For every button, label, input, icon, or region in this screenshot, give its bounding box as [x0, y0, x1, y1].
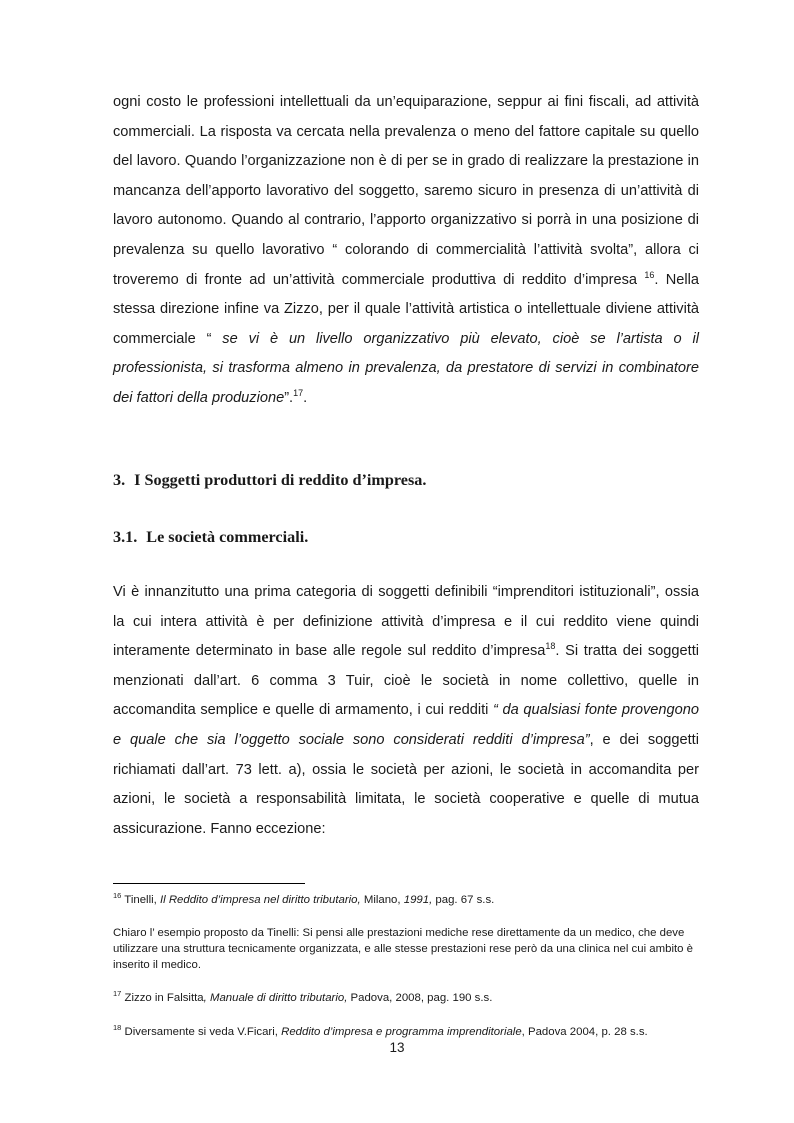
text-run: . Si tratta dei soggetti menzionati dall’art. 6 comma 3 Tuir, cioè le società in nome collettivo, quelle in accomandita semplice e quelle di armamento, i cui redditi [113, 643, 699, 719]
footnote-17 [113, 990, 703, 1006]
footnote-pages: pag. 67 s.s. [432, 894, 495, 906]
footnote-place: Milano, [360, 894, 404, 906]
footnote-work: , Manuale di diritto tributario, [203, 992, 348, 1004]
footnote-number: 16 [113, 891, 122, 901]
footnote-year: 1991, [403, 894, 433, 906]
text-run: Vi è innanzitutto una prima categoria di soggetti definibili “imprenditori istituzionali”, ossia la cui intera attività è per definizione attività d’impresa e il cui reddito viene quindi interamente determinato in base alle regole sul reddito d’impresa [113, 584, 699, 660]
section-number: 3.1. [113, 528, 138, 546]
text-run: . [303, 389, 308, 406]
section-number: 3. [113, 471, 126, 489]
footnote-author: Zizzo in Falsitta [121, 992, 204, 1004]
text-run: ”. [284, 389, 294, 406]
section-title: Le società commerciali. [146, 528, 309, 546]
footnote-16 [113, 892, 703, 908]
text-run: , e dei soggetti richiamati dall’art. 73 lett. a), ossia le società per azioni, le società in accomandita per azioni, le società a responsabilità limitata, le società cooperative e quelle di mutua assicurazione. Fanno eccezione: [113, 731, 699, 837]
quote-text: “ da qualsiasi fonte provengono e quale che sia l’oggetto sociale sono considerati redditi d’impresa” [113, 702, 699, 748]
body-paragraph-1 [113, 88, 699, 414]
footnote-author: Tinelli, [121, 894, 160, 906]
footnote-rest: , Padova 2004, p. 28 s.s. [521, 1026, 648, 1038]
footnote-16-note: Chiaro l’ esempio proposto da Tinelli: Si pensi alle prestazioni mediche rese direttamente da un medico, che deve utilizzare una struttura tecnicamente organizzata, e alle stesse prestazioni rese però da una clinica nel cui ambito è inserito il medico. [113, 927, 693, 971]
body-paragraph-2 [113, 578, 699, 844]
footnote-separator [113, 883, 305, 884]
section-heading-3-1 [113, 528, 308, 547]
footnote-work: Reddito d’impresa e programma imprenditoriale [281, 1026, 522, 1038]
footnote-rest: Padova, 2008, pag. 190 s.s. [347, 992, 493, 1004]
paragraph-text [113, 578, 699, 844]
text-run: ogni costo le professioni intellettuali da un’equiparazione, seppur ai fini fiscali, ad attività commerciali. La risposta va cercata nella prevalenza o meno del fattore capitale su quello del lavoro. Quando l’organizzazione non è di per se in grado di realizzare la prestazione in mancanza dell’apporto lavorativo del soggetto, saremo sicuro in presenza di un’attività di lavoro autonomo. Quando al contrario, l’apporto organizzativo si porrà in una posizione di prevalenza su quello lavorativo “ colorando di commercialità l’attività svolta”, allora ci troveremo di fronte ad un’attività commerciale produttiva di reddito d’impresa [113, 94, 699, 288]
quote-text: se vi è un livello organizzativo più elevato, cioè se l’artista o il professionista, si trasforma almeno in prevalenza, da prestatore di servizi in combinatore dei fattori della produzione [113, 330, 699, 406]
page-number: 13 [389, 1040, 405, 1055]
footnote-ref-18[interactable]: 18 [545, 641, 556, 652]
footnote-author: Diversamente si veda V.Ficari, [121, 1026, 282, 1038]
section-title: I Soggetti produttori di reddito d’impresa. [134, 471, 427, 489]
footnote-number: 18 [113, 1023, 122, 1033]
section-heading-3 [113, 471, 426, 490]
text-run: . Nella stessa direzione infine va Zizzo, per il quale l’attività artistica o intellettuale diviene attività commerciale “ [113, 271, 699, 347]
paragraph-text [113, 88, 699, 414]
footnote-ref-16[interactable]: 16 [644, 269, 655, 280]
footnote-work: Il Reddito d’impresa nel diritto tributario, [159, 894, 361, 906]
footnote-18 [113, 1024, 703, 1040]
footnote-ref-17[interactable]: 17 [293, 388, 304, 399]
footnote-number: 17 [113, 989, 122, 999]
